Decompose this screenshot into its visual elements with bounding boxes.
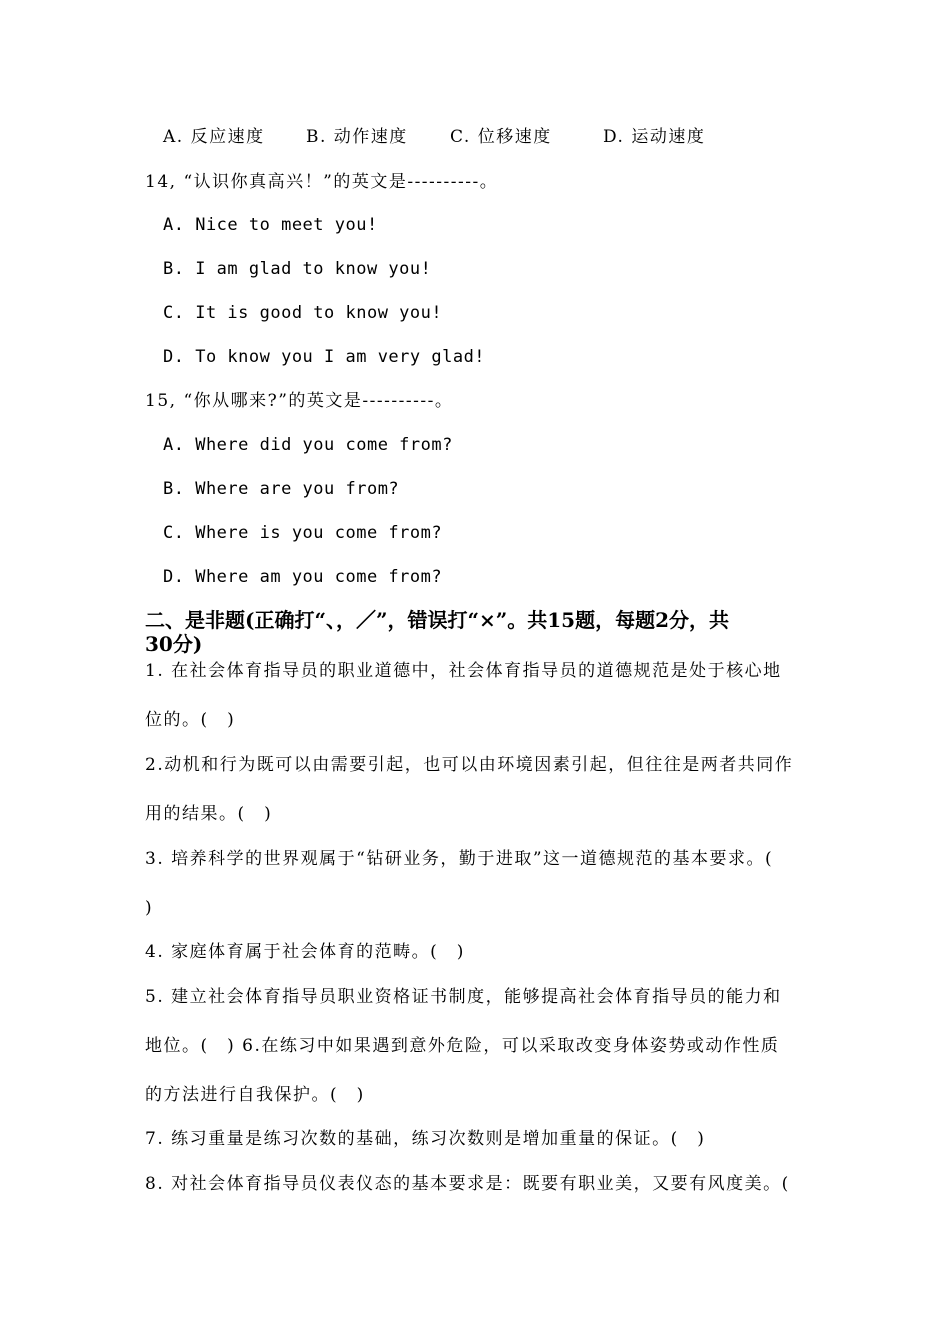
q15-stem: 15, “你从哪来?”的英文是----------。: [145, 391, 454, 411]
tf-line-11: 7. 练习重量是练习次数的基础，练习次数则是增加重量的保证。( ): [145, 1129, 706, 1149]
tf-line-12: 8. 对社会体育指导员仪表仪态的基本要求是：既要有职业美，又要有风度美。(: [145, 1174, 790, 1194]
tf-line-7: 4. 家庭体育属于社会体育的范畴。( ): [145, 942, 465, 962]
q14-option-c: C. It is good to know you!: [163, 303, 443, 323]
tf-line-10: 的方法进行自我保护。( ): [145, 1085, 365, 1105]
q13-option-c: C. 位移速度: [450, 127, 552, 147]
tf-line-4: 用的结果。( ): [145, 804, 273, 824]
q14-option-a: A. Nice to meet you!: [163, 215, 378, 235]
q15-option-a: A. Where did you come from?: [163, 435, 453, 455]
tf-line-5: 3. 培养科学的世界观属于“钻研业务，勤于进取”这一道德规范的基本要求。(: [145, 849, 774, 869]
tf-line-1: 1. 在社会体育指导员的职业道德中，社会体育指导员的道德规范是处于核心地: [145, 661, 782, 681]
q15-option-b: B. Where are you from?: [163, 479, 400, 499]
q13-option-a: A. 反应速度: [163, 127, 265, 147]
q15-option-d: D. Where am you come from?: [163, 567, 443, 587]
q14-option-b: B. I am glad to know you!: [163, 259, 432, 279]
q14-option-d: D. To know you I am very glad!: [163, 347, 486, 367]
tf-line-2: 位的。( ): [145, 710, 236, 730]
tf-line-6: ): [145, 898, 154, 918]
section-heading-line-1: 二、是非题(正确打“、，／”，错误打“×”。共15题，每题2分，共: [145, 608, 729, 632]
q13-option-d: D. 运动速度: [603, 127, 706, 147]
tf-line-3: 2.动机和行为既可以由需要引起，也可以由环境因素引起，但往往是两者共同作: [145, 755, 794, 775]
q13-option-b: B. 动作速度: [306, 127, 408, 147]
q14-stem: 14, “认识你真高兴！”的英文是----------。: [145, 172, 499, 192]
tf-line-9: 地位。( ) 6.在练习中如果遇到意外危险，可以采取改变身体姿势或动作性质: [145, 1036, 780, 1056]
section-heading-line-2: 30分): [145, 632, 203, 656]
q15-option-c: C. Where is you come from?: [163, 523, 443, 543]
tf-line-8: 5. 建立社会体育指导员职业资格证书制度，能够提高社会体育指导员的能力和: [145, 987, 782, 1007]
